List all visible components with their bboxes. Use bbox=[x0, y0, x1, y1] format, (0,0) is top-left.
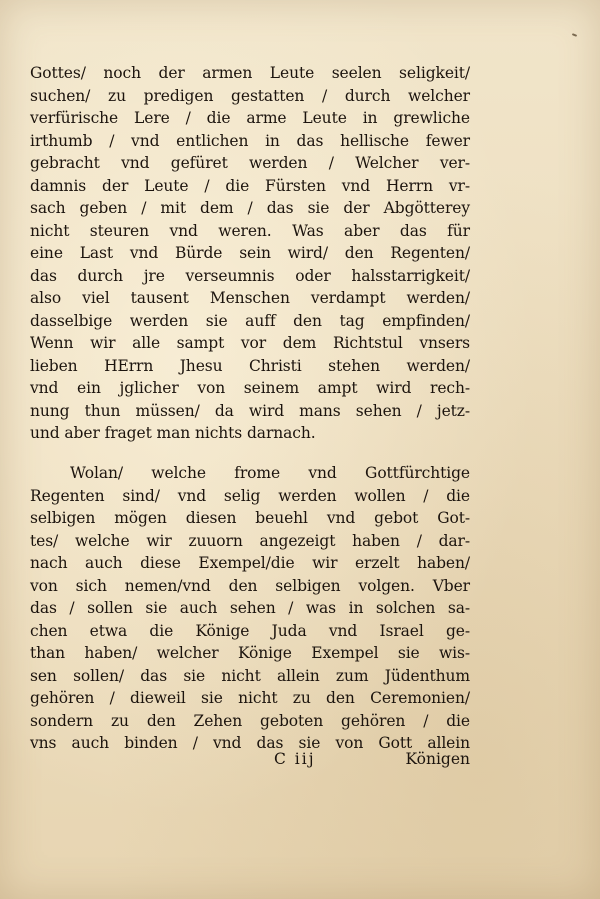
text-line: tes/ welche wir zuuorn angezeigt haben / dar- bbox=[30, 531, 470, 550]
text-line: sen sollen/ das sie nicht allein zum Jüdenthum bbox=[30, 666, 470, 685]
text-line: than haben/ welcher Könige Exempel sie wis- bbox=[30, 644, 470, 662]
text-line: chen etwa die Könige Juda vnd Israel ge- bbox=[30, 621, 470, 640]
text-line: eine Last vnd Bürde sein wird/ den Regenten/ bbox=[30, 244, 470, 262]
text-line: Wenn wir alle sampt vor dem Richtstul vnsers bbox=[30, 334, 470, 352]
text-line: lieben HErrn Jhesu Christi stehen werden/ bbox=[30, 356, 470, 375]
text-line: irthumb / vnd entlichen in das hellische fewer bbox=[30, 131, 470, 150]
text-line: vnd ein jglicher von seinem ampt wird rech- bbox=[30, 379, 470, 397]
text-line: damnis der Leute / die Fürsten vnd Herrn vr- bbox=[30, 176, 470, 195]
paragraph-1 bbox=[30, 62, 470, 445]
text-line: Gottes/ noch der armen Leute seelen seligkeit/ bbox=[30, 64, 470, 82]
page-footer bbox=[30, 750, 470, 772]
text-line: dasselbige werden sie auff den tag empfinden/ bbox=[30, 311, 470, 330]
text-line: nach auch diese Exempel/die wir erzelt haben/ bbox=[30, 554, 470, 572]
text-line: das / sollen sie auch sehen / was in solchen sa- bbox=[30, 599, 470, 617]
text-line: suchen/ zu predigen gestatten / durch welcher bbox=[30, 86, 470, 105]
text-line: also viel tausent Menschen verdampt werden/ bbox=[30, 289, 470, 307]
text-line: und aber fraget man nichts darnach. bbox=[30, 424, 316, 442]
text-line: nung thun müssen/ da wird mans sehen / jetz- bbox=[30, 401, 470, 420]
text-line: von sich nemen/vnd den selbigen volgen. Vber bbox=[30, 576, 470, 595]
paragraph-2 bbox=[30, 462, 470, 755]
text-line: vns auch binden / vnd das sie von Gott allein bbox=[30, 734, 470, 752]
text-line: das durch jre verseumnis oder halsstarrigkeit/ bbox=[30, 266, 470, 285]
text-line: Wolan/ welche frome vnd Gottfürchtige bbox=[70, 464, 470, 482]
text-line: Regenten sind/ vnd selig werden wollen / die bbox=[30, 486, 470, 505]
text-line: gebracht vnd gefüret werden / Welcher ver- bbox=[30, 154, 470, 172]
text-line: verfürische Lere / die arme Leute in grewliche bbox=[30, 109, 470, 127]
text-line: nicht steuren vnd weren. Was aber das für bbox=[30, 221, 470, 240]
catchword: Königen bbox=[405, 750, 470, 768]
text-line: gehören / dieweil sie nicht zu den Ceremonien/ bbox=[30, 689, 470, 707]
ink-speck bbox=[572, 33, 577, 37]
text-line: sondern zu den Zehen geboten gehören / die bbox=[30, 711, 470, 730]
text-line: sach geben / mit dem / das sie der Abgötterey bbox=[30, 199, 470, 217]
signature-mark: C iij bbox=[274, 750, 316, 768]
text-line: selbigen mögen diesen beuehl vnd gebot Got- bbox=[30, 509, 470, 527]
